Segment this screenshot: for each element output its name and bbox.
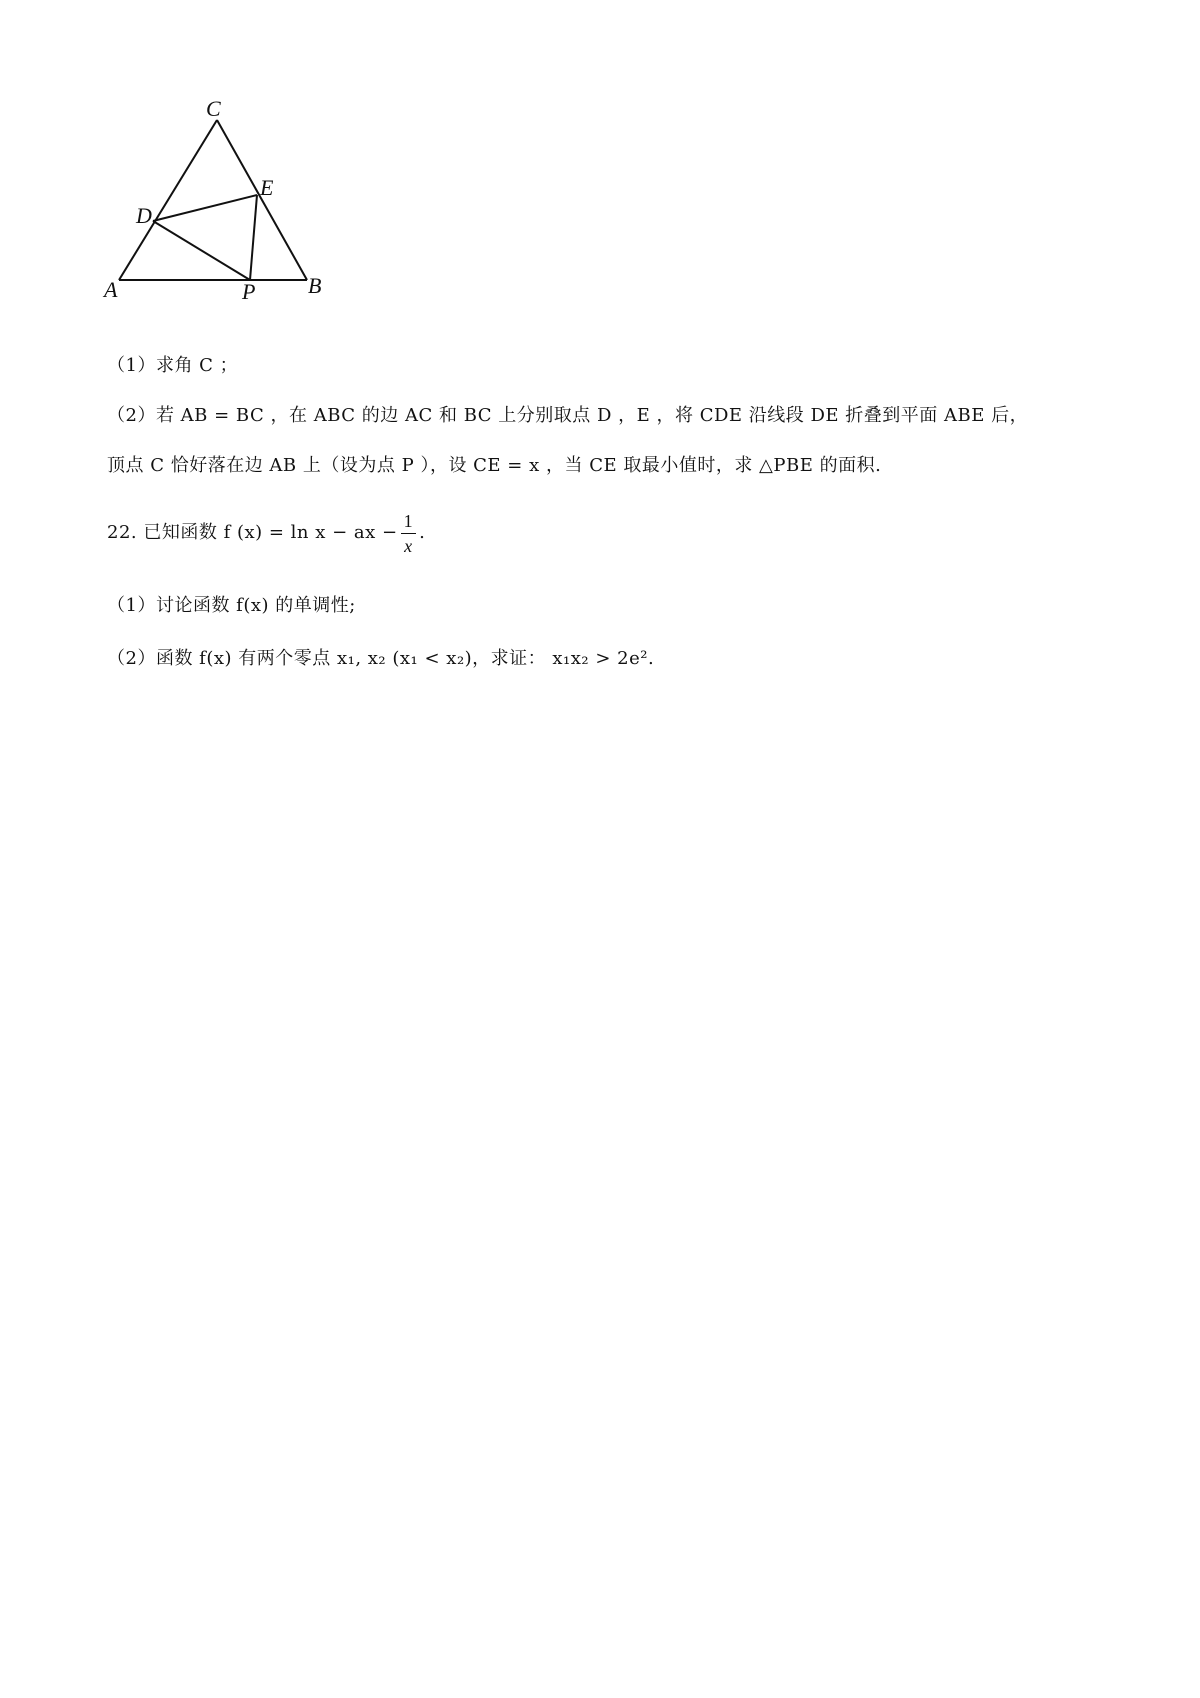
point-label-p: P <box>242 279 256 304</box>
q21-part2-line2: 顶点 C 恰好落在边 AB 上（设为点 P ），设 CE = x ，当 CE 取最小值时，求 △PBE 的面积. <box>107 455 882 476</box>
q22-stem-prefix: 22. 已知函数 f (x) = ln x − ax − <box>107 522 398 543</box>
segment-cb <box>217 120 307 280</box>
q22-fraction <box>401 509 417 558</box>
q22-stem <box>107 505 425 561</box>
triangle-figure <box>100 95 360 335</box>
fraction-denominator: x <box>404 535 413 556</box>
q22-part2: （2）函数 f(x) 有两个零点 x₁, x₂ (x₁ < x₂)，求证： x₁x₂ > 2e². <box>107 648 655 669</box>
point-label-a: A <box>104 277 118 302</box>
segment-ep <box>250 195 257 280</box>
q21-part1: （1）求角 C ； <box>107 355 239 376</box>
point-label-c: C <box>206 96 221 121</box>
segment-ca <box>119 120 217 280</box>
point-label-d: D <box>136 203 152 228</box>
q21-part2-line1: （2）若 AB = BC ，在 ABC 的边 AC 和 BC 上分别取点 D ，E ，将 CDE 沿线段 DE 折叠到平面 ABE 后， <box>107 405 1029 426</box>
point-label-e: E <box>260 175 274 200</box>
q22-part1: （1）讨论函数 f(x) 的单调性; <box>107 595 356 616</box>
q22-stem-suffix: . <box>419 522 426 543</box>
segment-dp <box>153 221 250 280</box>
fraction-numerator: 1 <box>401 509 417 534</box>
point-label-b: B <box>308 273 322 298</box>
